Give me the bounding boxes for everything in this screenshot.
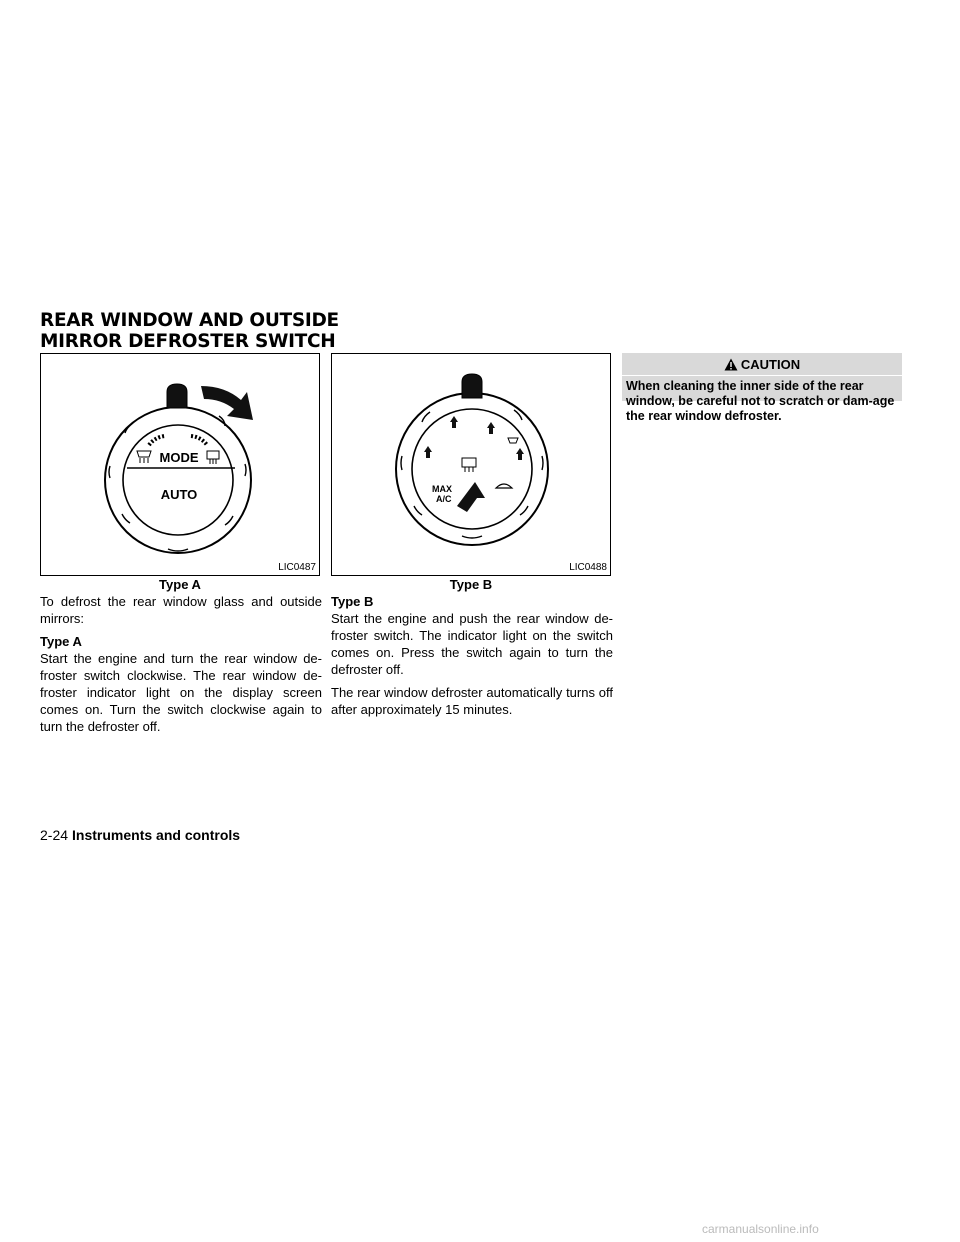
intro-paragraph: To defrost the rear window glass and outside mirrors: [40, 594, 322, 626]
figure-code: LIC0487 [278, 562, 316, 573]
defrost-mode-icon [508, 438, 518, 443]
push-arrow-icon [457, 482, 485, 512]
caution-label: CAUTION [740, 356, 801, 372]
auto-label: AUTO [160, 487, 198, 502]
type-a-paragraph: Start the engine and turn the rear window de-froster switch clockwise. The rear window de-froster indicator light on the display screen comes on. Turn the switch clockwise again to turn the defroster off. [40, 651, 322, 734]
figure-type-b [331, 353, 611, 576]
text-column-1 [40, 593, 322, 741]
type-a-heading: Type A [40, 634, 82, 649]
figure-caption-type-a: Type A [159, 577, 201, 592]
caution-header [622, 353, 902, 376]
front-defrost-icon [137, 451, 151, 463]
switch-knob-icon [462, 374, 482, 398]
rear-defrost-icon [207, 451, 219, 464]
figure-type-a [40, 353, 320, 576]
caution-box [622, 353, 902, 423]
warning-triangle-icon [724, 358, 738, 371]
type-b-paragraph: Start the engine and push the rear window de-froster switch. The indicator light on the switch comes on. Press the switch again to turn the defroster off. [331, 611, 613, 677]
floor-mode-icon [424, 446, 432, 458]
max-label: MAX [432, 484, 452, 494]
figure-caption-type-b: Type B [449, 577, 493, 592]
type-b-switch-illustration [332, 354, 610, 575]
page-number: 2-24 [40, 827, 69, 843]
figure-code: LIC0488 [569, 562, 607, 573]
text-column-2 [331, 593, 613, 724]
front-defrost-icon [496, 484, 512, 488]
section-title-line-2: MIRROR DEFROSTER SWITCH [40, 331, 336, 352]
bilevel-mode-icon [487, 422, 495, 434]
auto-off-paragraph: The rear window defroster automatically turns off after approximately 15 minutes. [331, 685, 613, 717]
section-title [40, 310, 640, 352]
floor-defrost-mode-icon [516, 448, 524, 460]
page-footer [40, 827, 240, 844]
ac-label: A/C [436, 494, 452, 504]
footer-section-name: Instruments and controls [72, 827, 241, 843]
rear-defroster-button-icon [462, 458, 476, 472]
section-title-line-1: REAR WINDOW AND OUTSIDE [40, 310, 339, 331]
vent-mode-icon [450, 416, 458, 428]
type-b-heading: Type B [331, 594, 374, 609]
watermark: carmanualsonline.info [702, 1222, 819, 1236]
caution-text: When cleaning the inner side of the rear window, be careful not to scratch or dam-age the rear window defroster. [626, 379, 895, 423]
switch-knob-icon [167, 384, 187, 408]
type-a-switch-illustration [41, 354, 319, 575]
mode-label: MODE [159, 450, 199, 465]
